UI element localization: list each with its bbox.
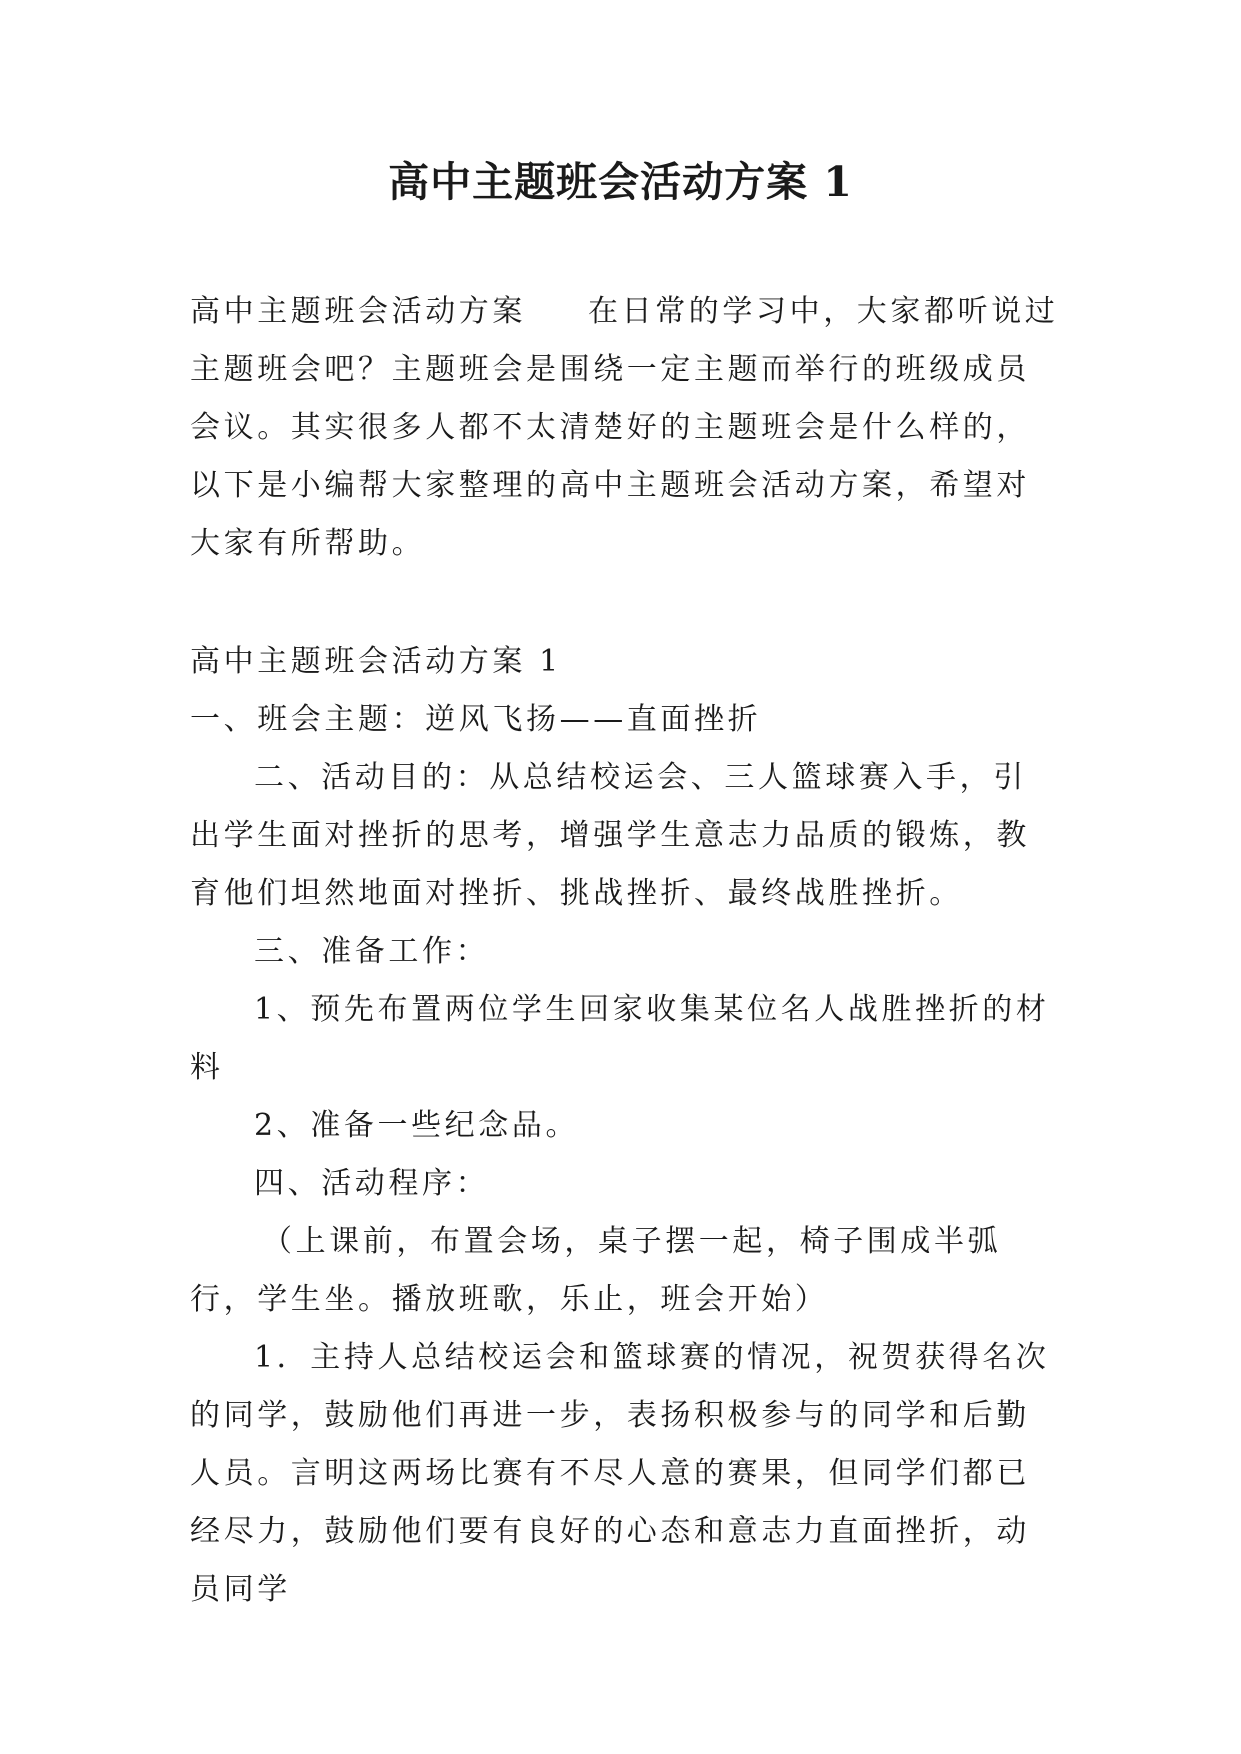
paragraph-preparation-item-2: 2、准备一些纪念品。 <box>254 1108 580 1143</box>
paragraph-purpose: 二、活动目的：从总结校运会、三人篮球赛入手，引出学生面对挫折的思考，增强学生意志力品质的锻炼，教育他们坦然地面对挫折、挑战挫折、最终战胜挫折。 <box>190 760 1030 911</box>
document-body <box>190 633 1060 1619</box>
intro-lead: 高中主题班会活动方案 <box>190 294 526 329</box>
document-title: 高中主题班会活动方案 1 <box>388 158 853 206</box>
section-heading: 高中主题班会活动方案 1 <box>190 644 562 679</box>
intro-paragraph <box>190 283 1060 573</box>
paragraph-procedure-step-1: 1．主持人总结校运会和篮球赛的情况，祝贺获得名次的同学，鼓励他们再进一步，表扬积极参与的同学和后勤人员。言明这两场比赛有不尽人意的赛果，但同学们都已经尽力，鼓励他们要有良好的心态和意志力直面挫折，动员同学 <box>190 1340 1050 1607</box>
intro-text: 在日常的学习中，大家都听说过主题班会吧？主题班会是围绕一定主题而举行的班级成员会议。其实很多人都不太清楚好的主题班会是什么样的，以下是小编帮大家整理的高中主题班会活动方案，希望对大家有所帮助。 <box>190 294 1059 561</box>
paragraph-preparation-item-1: 1、预先布置两位学生回家收集某位名人战胜挫折的材料 <box>190 992 1050 1085</box>
paragraph-theme: 一、班会主题：逆风飞扬——直面挫折 <box>190 702 762 737</box>
paragraph-preparation-heading: 三、准备工作： <box>254 934 490 969</box>
paragraph-procedure-heading: 四、活动程序： <box>254 1166 490 1201</box>
paragraph-procedure-note: （上课前，布置会场，桌子摆一起，椅子围成半弧行，学生坐。播放班歌，乐止，班会开始） <box>190 1224 1002 1317</box>
